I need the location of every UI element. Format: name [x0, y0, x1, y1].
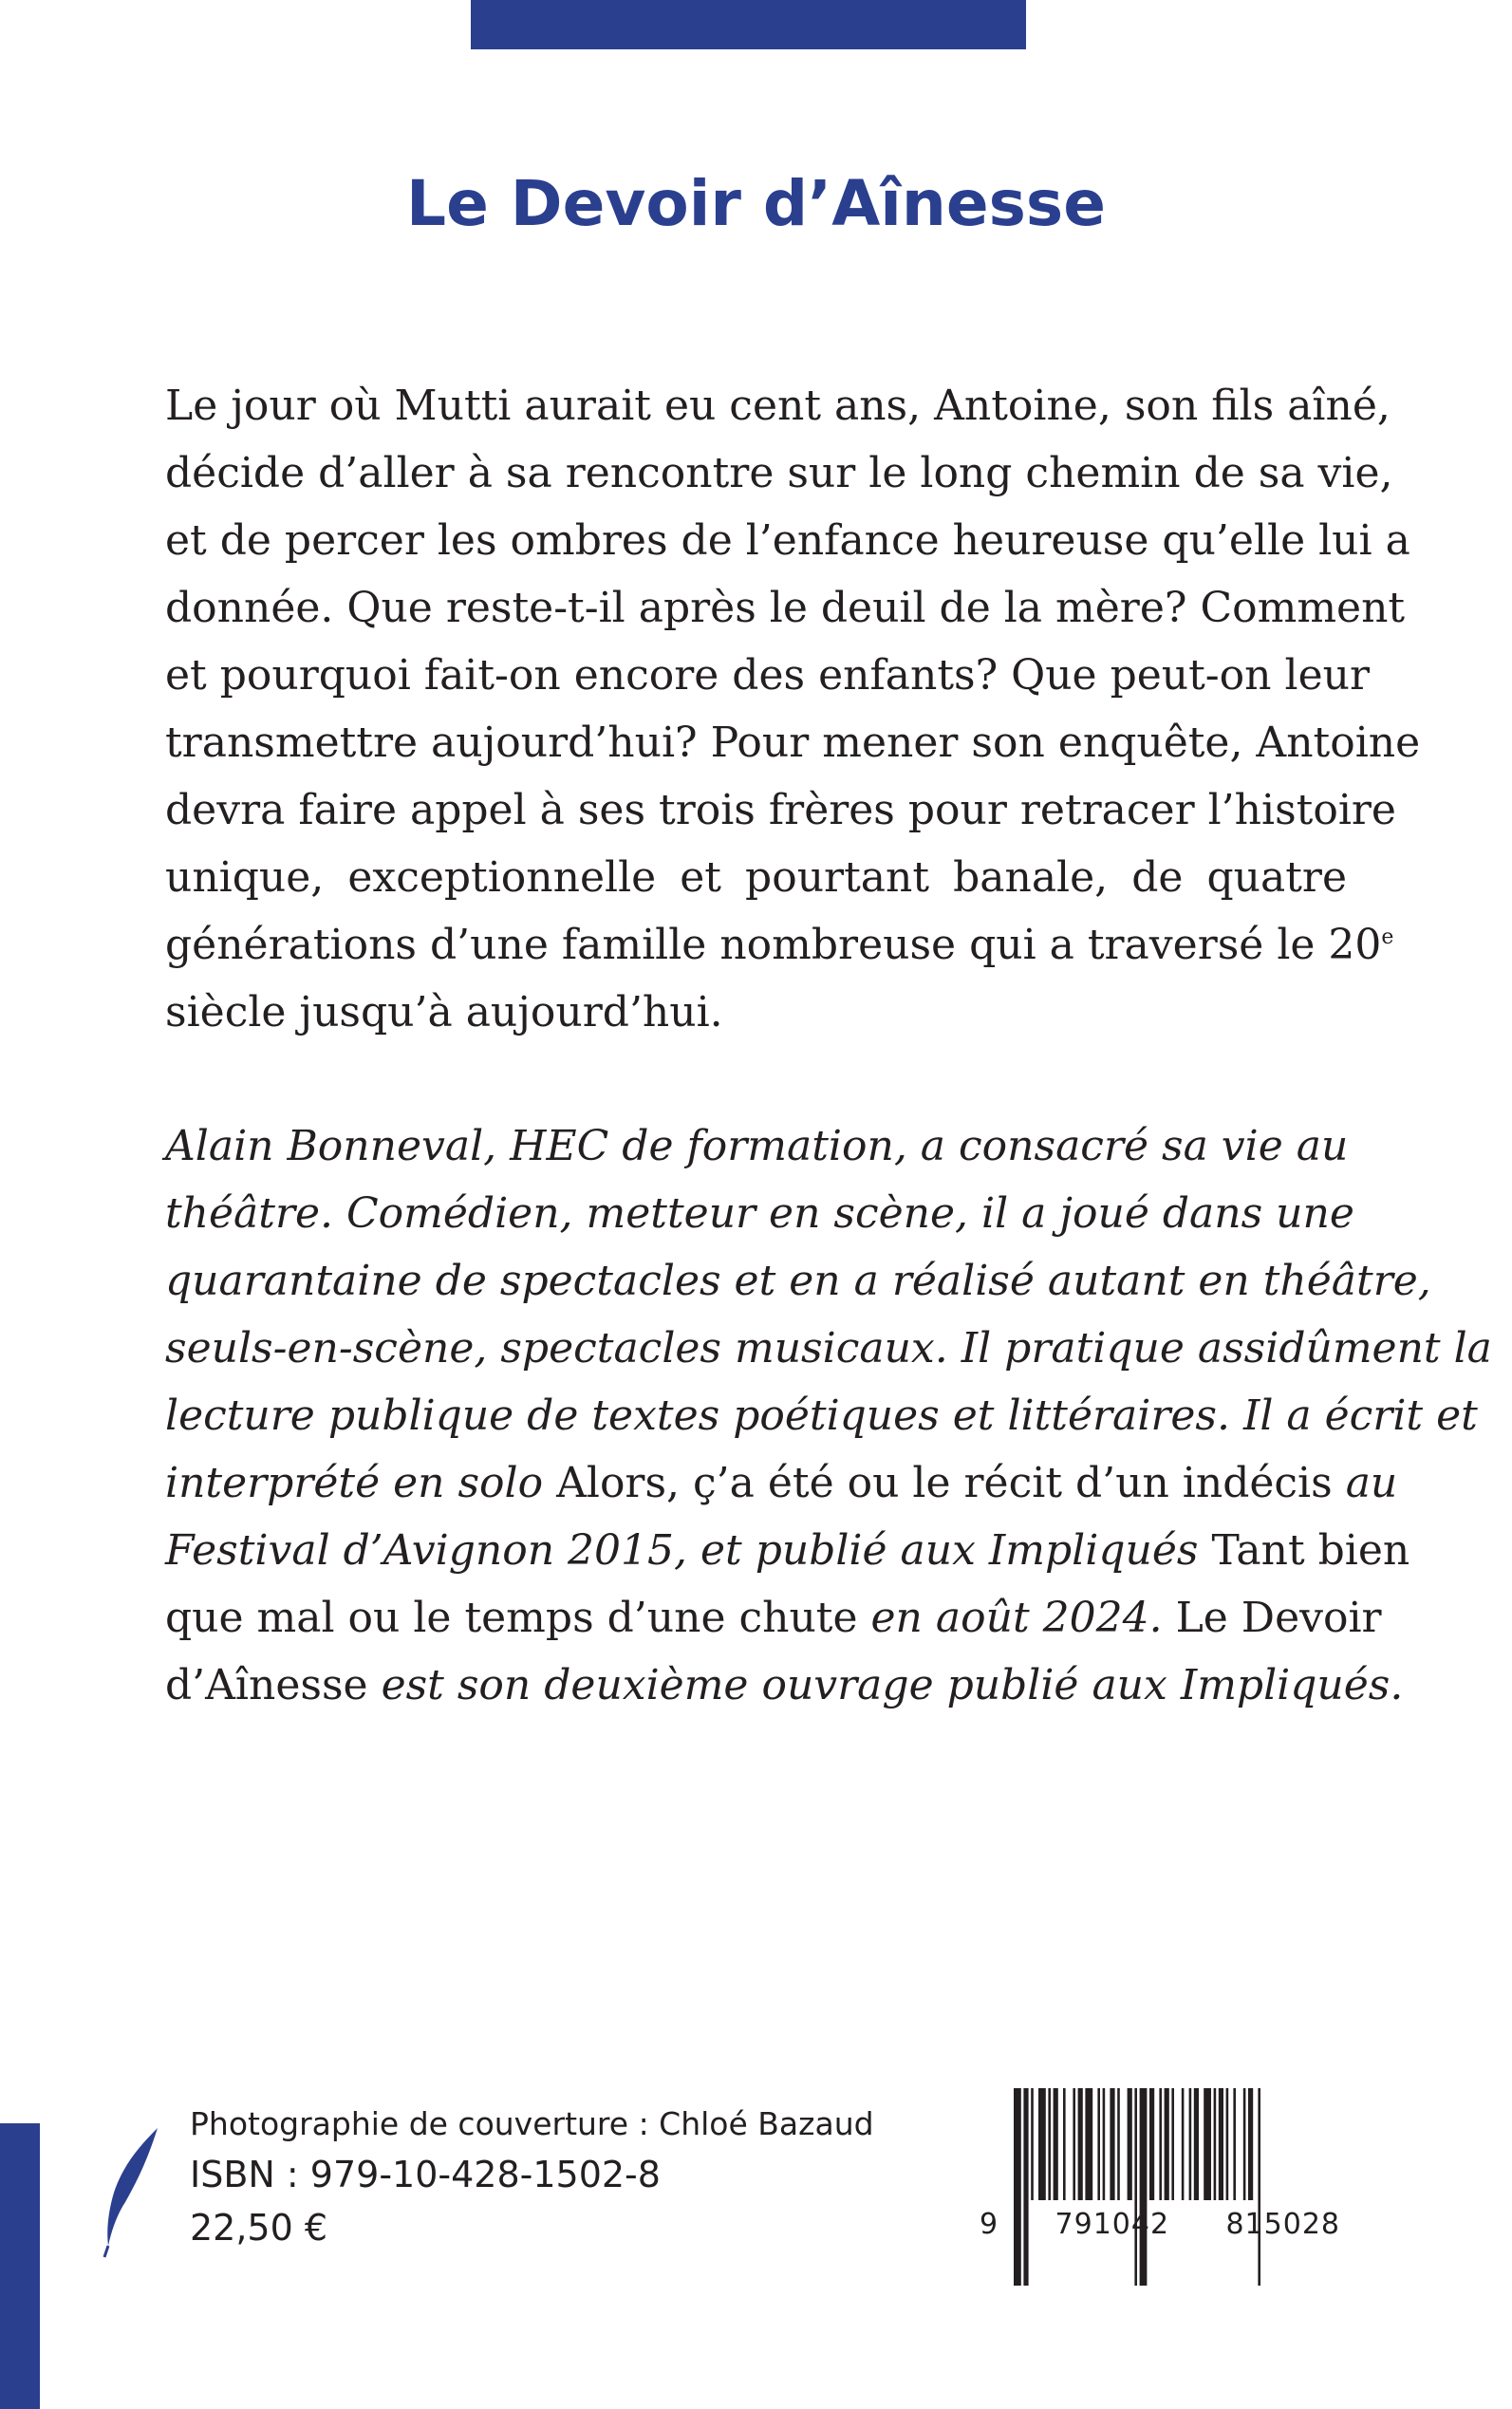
bio-line: quarantaine de spectacles et en a réalisé autant en théâtre,	[165, 1257, 1431, 1305]
barcode-bar	[1038, 2088, 1046, 2200]
bio-roman: Alors, ç’a été ou le récit d’un indécis	[543, 1459, 1346, 1507]
bio-line	[165, 1584, 1382, 1652]
barcode-bar	[1134, 2088, 1137, 2286]
bio-line: lecture publique de textes poétiques et littéraires. Il a écrit et	[165, 1391, 1478, 1440]
barcode-bar	[1248, 2088, 1253, 2200]
barcode-digit-lead: 9	[980, 2208, 999, 2241]
bio-italic: interprété en solo	[165, 1459, 544, 1507]
barcode-bar	[1140, 2088, 1148, 2286]
synopsis-line: devra faire appel à ses trois frères pour retracer l’histoire	[165, 786, 1396, 834]
bio-roman: Le Devoir	[1162, 1594, 1382, 1642]
bio-roman: Tant bien	[1198, 1526, 1410, 1575]
barcode-bar	[1243, 2088, 1246, 2200]
barcode-digits-right: 815028	[1225, 2208, 1340, 2241]
barcode-bar	[1165, 2088, 1169, 2200]
synopsis-line: donnée. Que reste-t-il après le deuil de la mère? Comment	[165, 584, 1406, 632]
century-superscript: e	[1381, 925, 1394, 949]
book-title: Le Devoir d’Aînesse	[406, 167, 1106, 240]
synopsis-line: unique, exceptionnelle et pourtant banale, de quatre	[165, 853, 1347, 902]
synopsis-line: transmettre aujourd’hui? Pour mener son enquête, Antoine	[165, 719, 1421, 767]
feather-icon	[103, 2126, 159, 2259]
bio-italic: en août 2024.	[870, 1594, 1163, 1642]
barcode-bar	[1194, 2088, 1199, 2200]
bio-italic: au	[1345, 1459, 1398, 1507]
bio-line: seuls-en-scène, spectacles musicaux. Il pratique assidûment la	[165, 1324, 1492, 1373]
bio-line: Alain Bonneval, HEC de formation, a consacré sa vie au	[165, 1122, 1349, 1170]
barcode-bar	[1078, 2088, 1083, 2200]
credits	[190, 2101, 874, 2254]
barcode	[1014, 2088, 1335, 2286]
bio-line	[165, 1652, 1404, 1719]
barcode-bar	[1073, 2088, 1075, 2200]
synopsis-line: siècle jusqu’à aujourd’hui.	[165, 988, 723, 1036]
synopsis-line: décide d’aller à sa rencontre sur le long chemin de sa vie,	[165, 449, 1393, 497]
synopsis	[165, 372, 1421, 1046]
barcode-bar	[1219, 2088, 1223, 2200]
bio-line	[165, 1517, 1410, 1584]
barcode-bar	[1117, 2088, 1120, 2200]
barcode-bar	[1214, 2088, 1217, 2200]
barcode-bar	[1031, 2088, 1034, 2200]
barcode-bar	[1128, 2088, 1132, 2200]
synopsis-line-text: générations d’une famille nombreuse qui a traversé le 20	[165, 921, 1382, 969]
top-color-bar	[471, 0, 1026, 49]
author-bio	[165, 1112, 1492, 1719]
bio-italic: est son deuxième ouvrage publié aux Impliqués.	[381, 1661, 1404, 1709]
barcode-bar	[1171, 2088, 1174, 2200]
barcode-bar	[1182, 2088, 1185, 2200]
synopsis-line: et de percer les ombres de l’enfance heureuse qu’elle lui a	[165, 516, 1410, 565]
bio-roman: que mal ou le temps d’une chute	[165, 1594, 871, 1642]
synopsis-line: et pourquoi fait-on encore des enfants? Que peut-on leur	[165, 651, 1370, 700]
barcode-bar	[1085, 2088, 1092, 2200]
barcode-bar	[1048, 2088, 1051, 2200]
price: 22,50 €	[190, 2207, 328, 2249]
bio-line: théâtre. Comédien, metteur en scène, il a joué dans une	[165, 1189, 1354, 1238]
barcode-bar	[1110, 2088, 1114, 2200]
bio-italic: Festival d’Avignon 2015, et publié aux Impliqués	[165, 1526, 1199, 1575]
barcode-bar	[1103, 2088, 1106, 2200]
isbn: ISBN : 979-10-428-1502-8	[190, 2154, 661, 2195]
barcode-bar	[1063, 2088, 1066, 2200]
barcode-bar	[1258, 2088, 1260, 2286]
synopsis-line: Le jour où Mutti aurait eu cent ans, Antoine, son fils aîné,	[165, 382, 1391, 430]
barcode-bar	[1097, 2088, 1100, 2200]
bio-roman: d’Aînesse	[165, 1661, 382, 1709]
barcode-bar	[1204, 2088, 1211, 2200]
spine-color-bar	[0, 2123, 40, 2409]
barcode-bar	[1023, 2088, 1028, 2286]
barcode-bar	[1159, 2088, 1162, 2200]
barcode-digits-left: 791042	[1055, 2208, 1170, 2241]
photo-credit: Photographie de couverture : Chloé Bazaud	[190, 2105, 874, 2142]
barcode-bar	[1233, 2088, 1236, 2200]
barcode-bar	[1054, 2088, 1058, 2200]
barcode-bar	[1189, 2088, 1192, 2200]
barcode-bar	[1014, 2088, 1021, 2286]
synopsis-line-with-superscript	[165, 911, 1394, 979]
barcode-bar	[1226, 2088, 1229, 2200]
bio-line	[165, 1449, 1398, 1517]
barcode-bar	[1149, 2088, 1154, 2200]
barcode-digits	[980, 2208, 1340, 2241]
